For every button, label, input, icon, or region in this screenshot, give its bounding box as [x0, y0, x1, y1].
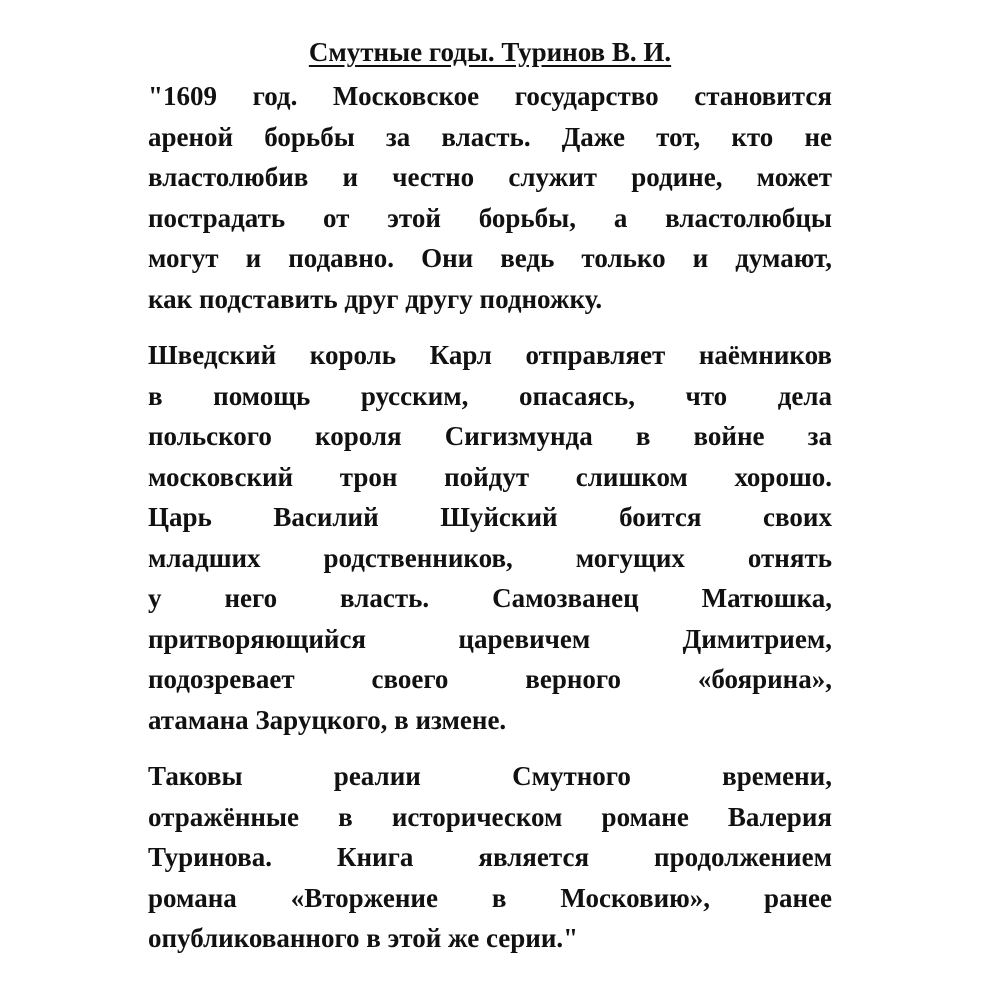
paragraph-line: подозревает своего верного «боярина»,	[148, 664, 832, 694]
paragraph-line: опубликованного в этой же серии."	[148, 923, 579, 953]
paragraph-line: пострадать от этой борьбы, а властолюбцы	[148, 202, 832, 233]
paragraph-line: ареной борьбы за власть. Даже тот, кто не	[148, 121, 832, 152]
paragraph-line: младших родственников, могущих отнять	[148, 542, 832, 573]
paragraph-line: у него власть. Самозванец Матюшка,	[148, 583, 832, 613]
paragraph-line: московский трон пойдут слишком хорошо.	[148, 461, 832, 492]
paragraph-line: могут и подавно. Они ведь только и думают,	[148, 243, 832, 273]
paragraph-line: атамана Заруцкого, в измене.	[148, 704, 507, 735]
paragraph-3	[148, 756, 832, 959]
paragraph-2	[148, 335, 832, 740]
paragraph-line: Туринова. Книга является продолжением	[148, 842, 832, 872]
paragraph-line: Таковы реалии Смутного времени,	[148, 761, 832, 791]
paragraph-line: "1609 год. Московское государство становится	[148, 81, 832, 111]
paragraph-line: притворяющийся царевичем Димитрием,	[148, 623, 832, 654]
paragraph-line: Шведский король Карл отправляет наёмников	[148, 340, 832, 370]
paragraph-line: как подставить друг другу подножку.	[148, 283, 603, 314]
paragraph-line: в помощь русским, опасаясь, что дела	[148, 380, 832, 411]
paragraph-line: польского короля Сигизмунда в войне за	[148, 421, 832, 451]
paragraph-line: властолюбив и честно служит родине, может	[148, 162, 832, 192]
paragraph-line: Царь Василий Шуйский боится своих	[148, 502, 832, 532]
paragraph-line: романа «Вторжение в Московию», ранее	[148, 882, 832, 913]
paragraph-1	[148, 76, 832, 319]
paragraph-line: отражённые в историческом романе Валерия	[148, 801, 832, 832]
document-title: Смутные годы. Туринов В. И.	[308, 37, 672, 67]
